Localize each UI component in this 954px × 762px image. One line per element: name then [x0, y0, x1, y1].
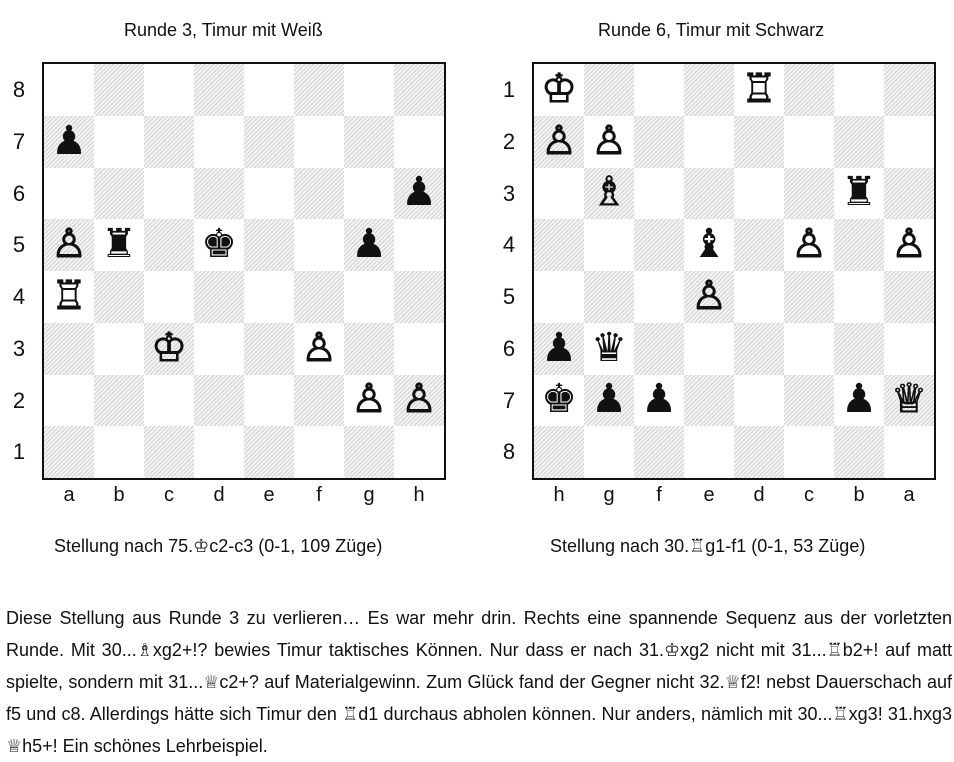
square-a8[interactable]: [884, 426, 934, 478]
square-h8[interactable]: [534, 426, 584, 478]
square-e8[interactable]: [684, 426, 734, 478]
file-label: f: [316, 484, 322, 506]
square-e1[interactable]: [244, 426, 294, 478]
rank-label: 1: [12, 439, 26, 465]
square-d8[interactable]: [734, 426, 784, 478]
square-g5[interactable]: [584, 271, 634, 323]
square-d7[interactable]: [734, 375, 784, 427]
square-g1[interactable]: [344, 426, 394, 478]
black-piece-icon[interactable]: ♜: [101, 221, 137, 268]
square-e6[interactable]: [684, 323, 734, 375]
left-chess-diagram: [0, 62, 460, 512]
square-g3[interactable]: [344, 323, 394, 375]
rank-label: 3: [502, 180, 516, 206]
file-label: a: [903, 484, 915, 506]
square-d3[interactable]: [734, 168, 784, 220]
square-a2[interactable]: [44, 375, 94, 427]
white-piece-icon[interactable]: ♙: [541, 117, 577, 164]
file-label: g: [363, 484, 375, 506]
square-e2[interactable]: [244, 375, 294, 427]
square-c4[interactable]: [144, 271, 194, 323]
square-a6[interactable]: [884, 323, 934, 375]
square-a6[interactable]: [44, 168, 94, 220]
square-f7[interactable]: [634, 375, 684, 427]
square-b7[interactable]: [834, 375, 884, 427]
file-label: h: [553, 484, 565, 506]
right-position-caption: Stellung nach 30.♖g1-f1 (0-1, 53 Züge): [550, 536, 866, 556]
white-piece-icon[interactable]: ♙: [51, 221, 87, 268]
white-piece-icon[interactable]: ♕: [891, 376, 927, 423]
file-label: b: [113, 484, 125, 506]
square-b1[interactable]: [94, 426, 144, 478]
square-e5[interactable]: [244, 219, 294, 271]
file-label: a: [63, 484, 75, 506]
rank-label: 7: [502, 387, 516, 413]
rank-label: 6: [502, 335, 516, 361]
file-label: d: [213, 484, 225, 506]
rank-label: 6: [12, 180, 26, 206]
square-d1[interactable]: [734, 64, 784, 116]
square-g4[interactable]: [344, 271, 394, 323]
square-a4[interactable]: [884, 219, 934, 271]
square-c6[interactable]: [784, 323, 834, 375]
square-e4[interactable]: [244, 271, 294, 323]
square-d4[interactable]: [194, 271, 244, 323]
square-c6[interactable]: [144, 168, 194, 220]
square-c1[interactable]: [784, 64, 834, 116]
square-h6[interactable]: [394, 168, 444, 220]
square-d2[interactable]: [734, 116, 784, 168]
square-b7[interactable]: [94, 116, 144, 168]
file-label: f: [656, 484, 662, 506]
square-d5[interactable]: [194, 219, 244, 271]
white-piece-icon[interactable]: ♖: [741, 65, 777, 112]
square-b6[interactable]: [834, 323, 884, 375]
black-piece-icon[interactable]: ♝: [691, 221, 727, 268]
black-piece-icon[interactable]: ♚: [201, 221, 237, 268]
square-f1[interactable]: [294, 426, 344, 478]
rank-label: 2: [502, 128, 516, 154]
square-g3[interactable]: [584, 168, 634, 220]
black-piece-icon[interactable]: ♟: [401, 169, 437, 216]
square-a5[interactable]: [884, 271, 934, 323]
black-piece-icon[interactable]: ♟: [351, 221, 387, 268]
black-piece-icon[interactable]: ♟: [51, 117, 87, 164]
white-piece-icon[interactable]: ♙: [401, 376, 437, 423]
file-label: c: [804, 484, 814, 506]
file-label: e: [703, 484, 715, 506]
square-c4[interactable]: [784, 219, 834, 271]
square-c2[interactable]: [784, 116, 834, 168]
commentary-paragraph: Diese Stellung aus Runde 3 zu verlieren… Es war mehr drin. Rechts eine spannende Sequenz aus der vorletzten Runde. Mit 30...♗xg2+!? bewies Timur taktisches Können. Nur dass er nach 31.♔xg2 nicht mit 31...♖b2+! auf matt spielte, sondern mit 31...♕c2+? auf Materialgewinn. Zum Glück fand der Gegner nicht 32.♕f2! nebst Dauerschach auf f5 und c8. Allerdings hätte sich Timur den ♖d1 durchaus abholen können. Nur anders, nämlich mit 30...♖xg3! 31.hxg3 ♕h5+! Ein schönes Lehrbeispiel.: [6, 608, 952, 756]
square-a4[interactable]: [44, 271, 94, 323]
square-h2[interactable]: [394, 375, 444, 427]
square-h4[interactable]: [394, 271, 444, 323]
square-g6[interactable]: [584, 323, 634, 375]
white-piece-icon[interactable]: ♗: [591, 169, 627, 216]
square-h5[interactable]: [534, 271, 584, 323]
square-h4[interactable]: [534, 219, 584, 271]
square-h7[interactable]: [534, 375, 584, 427]
rank-label: 7: [12, 128, 26, 154]
square-g7[interactable]: [344, 116, 394, 168]
square-g8[interactable]: [584, 426, 634, 478]
square-c5[interactable]: [784, 271, 834, 323]
square-b8[interactable]: [94, 64, 144, 116]
square-f5[interactable]: [294, 219, 344, 271]
square-e4[interactable]: [684, 219, 734, 271]
square-g1[interactable]: [584, 64, 634, 116]
square-h6[interactable]: [534, 323, 584, 375]
rank-label: 4: [12, 284, 26, 309]
square-g4[interactable]: [584, 219, 634, 271]
square-g2[interactable]: [344, 375, 394, 427]
rank-label: 3: [12, 335, 26, 361]
square-a5[interactable]: [44, 219, 94, 271]
left-position-caption: Stellung nach 75.♔c2-c3 (0-1, 109 Züge): [54, 536, 383, 556]
square-a7[interactable]: [44, 116, 94, 168]
left-diagram-title: Runde 3, Timur mit Weiß: [124, 20, 323, 40]
right-board: [532, 62, 936, 480]
square-f6[interactable]: [634, 323, 684, 375]
square-e7[interactable]: [684, 375, 734, 427]
black-piece-icon[interactable]: ♟: [641, 376, 677, 423]
square-e8[interactable]: [244, 64, 294, 116]
square-e2[interactable]: [684, 116, 734, 168]
square-g7[interactable]: [584, 375, 634, 427]
square-c3[interactable]: [144, 323, 194, 375]
square-a1[interactable]: [884, 64, 934, 116]
rank-label: 5: [502, 284, 516, 309]
square-d1[interactable]: [194, 426, 244, 478]
square-b6[interactable]: [94, 168, 144, 220]
square-f8[interactable]: [294, 64, 344, 116]
square-f8[interactable]: [634, 426, 684, 478]
square-h1[interactable]: [394, 426, 444, 478]
square-e3[interactable]: [684, 168, 734, 220]
square-a1[interactable]: [44, 426, 94, 478]
square-c7[interactable]: [144, 116, 194, 168]
square-f5[interactable]: [634, 271, 684, 323]
rank-label: 8: [12, 77, 26, 102]
square-a3[interactable]: [884, 168, 934, 220]
square-f1[interactable]: [634, 64, 684, 116]
square-h5[interactable]: [394, 219, 444, 271]
square-c7[interactable]: [784, 375, 834, 427]
square-f7[interactable]: [294, 116, 344, 168]
black-piece-icon[interactable]: ♟: [841, 376, 877, 423]
white-piece-icon[interactable]: ♔: [541, 65, 577, 112]
square-h3[interactable]: [394, 323, 444, 375]
file-label: d: [753, 484, 765, 506]
rank-label: 2: [12, 387, 26, 413]
square-d5[interactable]: [734, 271, 784, 323]
square-f3[interactable]: [294, 323, 344, 375]
square-c8[interactable]: [144, 64, 194, 116]
white-piece-icon[interactable]: ♙: [891, 221, 927, 268]
square-b2[interactable]: [94, 375, 144, 427]
file-label: h: [413, 484, 425, 506]
square-b2[interactable]: [834, 116, 884, 168]
square-b5[interactable]: [834, 271, 884, 323]
square-b3[interactable]: [94, 323, 144, 375]
square-c2[interactable]: [144, 375, 194, 427]
black-piece-icon[interactable]: ♛: [591, 324, 627, 371]
square-e5[interactable]: [684, 271, 734, 323]
square-a2[interactable]: [884, 116, 934, 168]
file-label: g: [603, 484, 615, 506]
square-e7[interactable]: [244, 116, 294, 168]
square-d7[interactable]: [194, 116, 244, 168]
square-f4[interactable]: [634, 219, 684, 271]
square-b4[interactable]: [94, 271, 144, 323]
square-e3[interactable]: [244, 323, 294, 375]
file-label: e: [263, 484, 275, 506]
white-piece-icon[interactable]: ♖: [51, 272, 87, 319]
square-b4[interactable]: [834, 219, 884, 271]
square-f6[interactable]: [294, 168, 344, 220]
square-g8[interactable]: [344, 64, 394, 116]
square-c8[interactable]: [784, 426, 834, 478]
white-piece-icon[interactable]: ♙: [301, 324, 337, 371]
square-c1[interactable]: [144, 426, 194, 478]
square-d2[interactable]: [194, 375, 244, 427]
square-c3[interactable]: [784, 168, 834, 220]
square-e6[interactable]: [244, 168, 294, 220]
square-g6[interactable]: [344, 168, 394, 220]
square-c5[interactable]: [144, 219, 194, 271]
rank-label: 1: [502, 77, 516, 102]
white-piece-icon[interactable]: ♙: [691, 272, 727, 319]
square-f2[interactable]: [634, 116, 684, 168]
square-a8[interactable]: [44, 64, 94, 116]
square-f2[interactable]: [294, 375, 344, 427]
square-f4[interactable]: [294, 271, 344, 323]
square-h7[interactable]: [394, 116, 444, 168]
square-g2[interactable]: [584, 116, 634, 168]
rank-label: 8: [502, 439, 516, 465]
square-h8[interactable]: [394, 64, 444, 116]
black-piece-icon[interactable]: ♜: [841, 169, 877, 216]
white-piece-icon[interactable]: ♙: [351, 376, 387, 423]
rank-label: 5: [12, 232, 26, 258]
square-f3[interactable]: [634, 168, 684, 220]
square-b8[interactable]: [834, 426, 884, 478]
square-g5[interactable]: [344, 219, 394, 271]
square-h1[interactable]: [534, 64, 584, 116]
square-h3[interactable]: [534, 168, 584, 220]
square-a3[interactable]: [44, 323, 94, 375]
square-a7[interactable]: [884, 375, 934, 427]
rank-label: 4: [502, 232, 516, 258]
square-d8[interactable]: [194, 64, 244, 116]
square-d3[interactable]: [194, 323, 244, 375]
right-chess-diagram: [490, 62, 950, 512]
white-piece-icon[interactable]: ♔: [151, 324, 187, 371]
square-d6[interactable]: [734, 323, 784, 375]
black-piece-icon[interactable]: ♟: [541, 324, 577, 371]
right-diagram-title: Runde 6, Timur mit Schwarz: [598, 20, 825, 40]
square-e1[interactable]: [684, 64, 734, 116]
square-d4[interactable]: [734, 219, 784, 271]
square-d6[interactable]: [194, 168, 244, 220]
black-piece-icon[interactable]: ♚: [541, 376, 577, 423]
square-b1[interactable]: [834, 64, 884, 116]
file-label: c: [164, 484, 174, 506]
white-piece-icon[interactable]: ♙: [591, 117, 627, 164]
square-h2[interactable]: [534, 116, 584, 168]
white-piece-icon[interactable]: ♙: [791, 221, 827, 268]
square-b3[interactable]: [834, 168, 884, 220]
left-board: [42, 62, 446, 480]
file-label: b: [853, 484, 865, 506]
square-b5[interactable]: [94, 219, 144, 271]
black-piece-icon[interactable]: ♟: [591, 376, 627, 423]
